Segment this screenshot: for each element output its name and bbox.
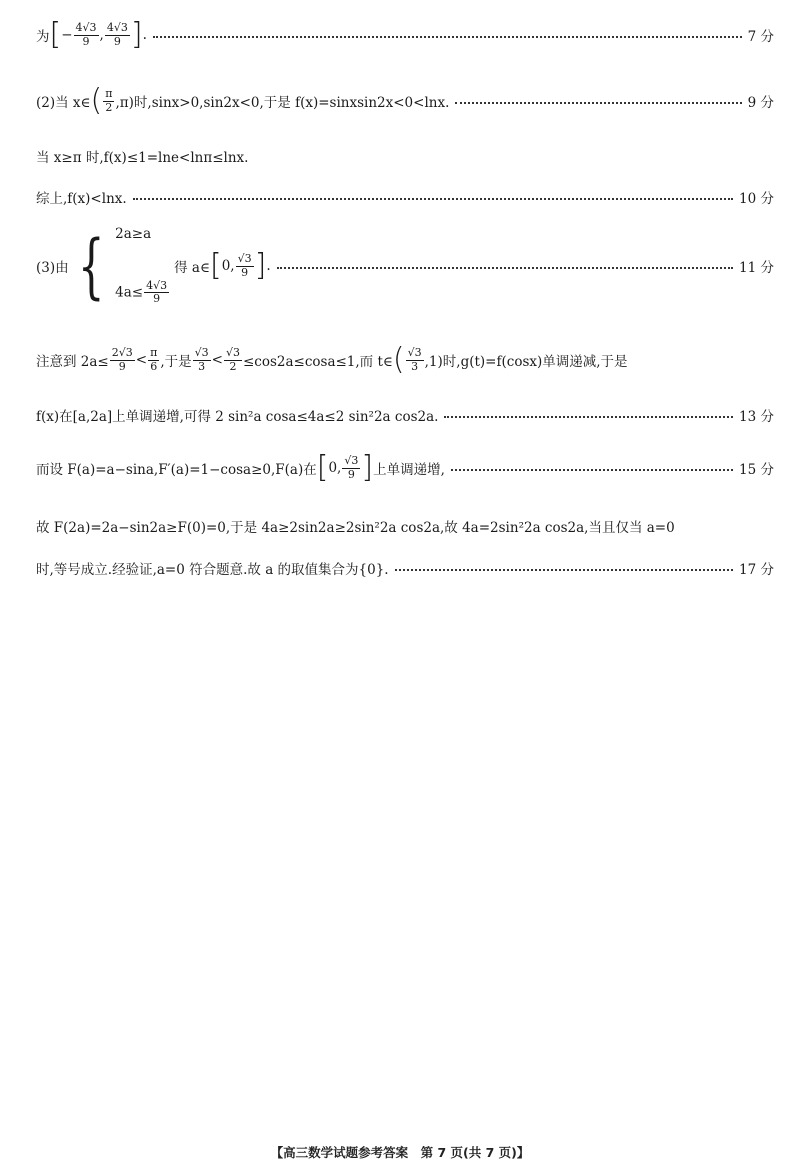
line-text: 注意到 2a≤ [36,354,109,370]
page-footer: 【高三数学试题参考答案 第 7 页(共 7 页)】 [270,1145,530,1160]
fraction: $\frac{√3}{9}$ [344,453,359,481]
right-bracket: ] [130,17,143,52]
line-text: (2)当 x∈ [36,95,91,111]
case-row-1: 2a≥a [115,226,152,242]
fraction: $\frac{4√3}{9}$ [75,20,97,48]
left-bracket: [ [316,450,329,485]
dot-leader [133,198,733,200]
line-text: (3)由 [36,260,69,276]
answer-line-2 [36,83,774,118]
left-paren: ( [90,83,103,118]
answer-line-5 [36,226,774,306]
line-text: 0, [221,258,235,274]
line-text: 为 [36,29,50,45]
fraction: $\frac{√3}{3}$ [194,345,209,373]
fraction: $\frac{2√3}{9}$ [111,345,133,373]
left-bracket: [ [209,248,222,283]
line-text: < [211,352,223,368]
line-text: , [99,27,104,43]
line-text: 而设 F(a)=a−sina,F′(a)=1−cosa≥0,F(a)在 [36,462,317,478]
left-bracket: [ [49,17,62,52]
score-label: 11 分 [739,260,774,276]
line-text: 综上,f(x)<lnx. [36,191,127,207]
dot-leader [455,102,741,104]
fraction: $\frac{4√3}{9}$ [106,20,128,48]
line-text: 故 F(2a)=2a−sin2a≥F(0)=0,于是 4a≥2sin2a≥2sin²2a cos2a,故 4a=2sin²2a cos2a,当且仅当 a=0 [36,520,675,536]
line-text: f(x)在[a,2a]上单调递增,可得 2 sin²a cosa≤4a≤2 sin²2a cos2a. [36,409,439,425]
line-text: 上单调递增, [373,462,445,478]
score-label: 7 分 [747,29,774,45]
line-text: < [135,352,148,368]
fraction: $\frac{√3}{9}$ [237,251,252,279]
line-text: 0, [328,460,342,476]
line-text: 当 x≥π 时,f(x)≤1=lne<lnπ≤lnx. [36,150,249,166]
score-label: 13 分 [739,409,774,425]
score-label: 15 分 [739,462,774,478]
fraction: $\frac{\pi}{2}$ [105,86,113,114]
score-label: 10 分 [739,191,774,207]
answer-line-10 [36,558,774,578]
fraction: $\frac{\pi}{6}$ [150,345,158,373]
line-text: . [142,27,147,43]
fraction: $\frac{4√3}{9}$ [146,278,168,306]
answer-line-8 [36,450,774,485]
left-paren: ( [392,342,405,377]
answer-line-7 [36,405,774,425]
dot-leader [451,469,733,471]
case-row-2: 4a≤ $\frac{4√3}{9}$ [115,278,168,306]
right-bracket: ] [361,450,374,485]
dot-leader [277,267,733,269]
right-bracket: ] [254,248,267,283]
answer-line-9 [36,516,782,536]
line-text: ,于是 [160,354,192,370]
line-text: . [266,258,271,274]
fraction: $\frac{√3}{2}$ [225,345,240,373]
line-text: ,π)时,sinx>0,sin2x<0,于是 f(x)=sinxsin2x<0<lnx. [115,95,450,111]
line-text: ,1)时,g(t)=f(cosx)单调递减,于是 [424,354,628,370]
score-label: 9 分 [747,95,774,111]
line-text: 时,等号成立.经验证,a=0 符合题意.故 a 的取值集合为{0}. [36,562,389,578]
left-brace: { [77,225,105,307]
fraction: $\frac{√3}{3}$ [407,345,422,373]
case-system [115,226,170,306]
line-text: − [61,27,73,43]
answer-line-3 [36,146,774,166]
dot-leader [444,416,733,418]
answer-line-1 [36,17,774,52]
line-text: 得 a∈ [174,260,210,276]
score-label: 17 分 [739,562,774,578]
dot-leader [395,569,733,571]
answer-line-6 [36,342,782,377]
dot-leader [153,36,742,38]
line-text: ≤cos2a≤cosa≤1,而 t∈ [242,354,393,370]
answer-line-4 [36,187,774,207]
